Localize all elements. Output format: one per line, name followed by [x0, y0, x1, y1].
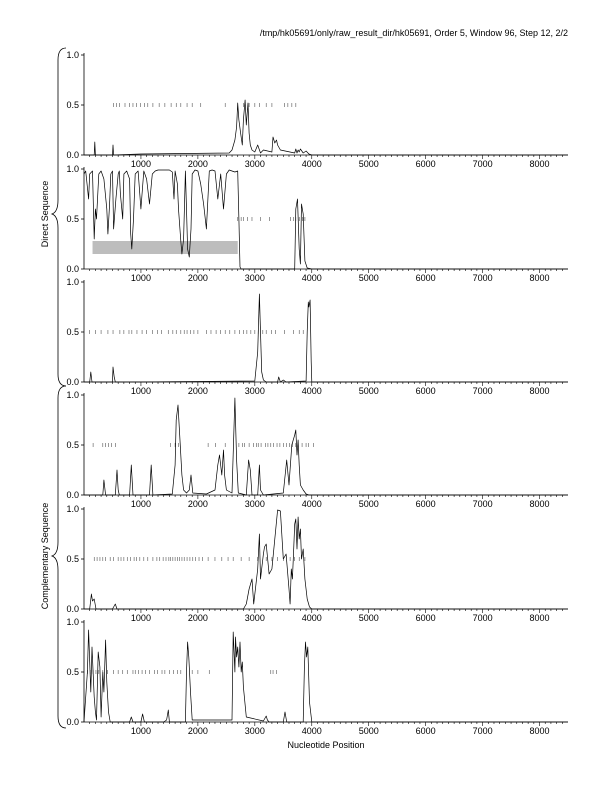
panel-3 — [66, 277, 568, 396]
x-tick-label: 4000 — [301, 499, 322, 509]
y-tick-label: 0.5 — [66, 214, 79, 224]
y-tick-label: 0.0 — [66, 264, 79, 274]
y-tick-label: 1.0 — [66, 390, 79, 400]
y-tick-label: 1.0 — [66, 50, 79, 60]
x-tick-label: 1000 — [130, 273, 151, 283]
direct-sequence-brace — [52, 48, 66, 386]
x-tick-label: 8000 — [529, 726, 550, 736]
x-tick-label: 1000 — [130, 499, 151, 509]
x-axis-title: Nucleotide Position — [287, 740, 365, 750]
y-tick-label: 1.0 — [66, 504, 79, 514]
x-tick-label: 2000 — [187, 613, 208, 623]
panel-5 — [66, 504, 568, 623]
x-tick-label: 3000 — [244, 613, 265, 623]
x-tick-label: 7000 — [472, 273, 493, 283]
x-tick-label: 4000 — [301, 273, 322, 283]
series-line-1 — [84, 630, 568, 722]
y-tick-label: 1.0 — [66, 164, 79, 174]
x-tick-label: 6000 — [415, 726, 436, 736]
x-tick-label: 3000 — [244, 273, 265, 283]
x-tick-label: 6000 — [415, 499, 436, 509]
group-braces — [40, 48, 66, 728]
x-tick-label: 8000 — [529, 159, 550, 169]
x-tick-label: 7000 — [472, 159, 493, 169]
x-tick-label: 7000 — [472, 726, 493, 736]
x-tick-label: 2000 — [187, 273, 208, 283]
x-tick-label: 8000 — [529, 273, 550, 283]
y-tick-label: 0.5 — [66, 440, 79, 450]
panel-1 — [66, 50, 568, 169]
y-tick-label: 0.0 — [66, 377, 79, 387]
series-line-1 — [84, 294, 568, 382]
x-tick-label: 1000 — [130, 726, 151, 736]
x-tick-label: 3000 — [244, 159, 265, 169]
y-tick-label: 0.0 — [66, 604, 79, 614]
x-tick-label: 8000 — [529, 499, 550, 509]
complementary-sequence-label: Complementary Sequence — [40, 502, 50, 610]
x-tick-label: 6000 — [415, 159, 436, 169]
x-tick-label: 7000 — [472, 386, 493, 396]
x-tick-label: 5000 — [358, 726, 379, 736]
x-tick-label: 1000 — [130, 386, 151, 396]
x-tick-label: 7000 — [472, 499, 493, 509]
panels — [66, 50, 568, 736]
x-tick-label: 4000 — [301, 726, 322, 736]
x-tick-label: 6000 — [415, 386, 436, 396]
y-tick-label: 1.0 — [66, 617, 79, 627]
y-tick-label: 0.5 — [66, 327, 79, 337]
x-tick-label: 5000 — [358, 386, 379, 396]
shaded-region-1 — [93, 241, 238, 254]
direct-sequence-label: Direct Sequence — [40, 180, 50, 248]
y-tick-label: 0.0 — [66, 717, 79, 727]
x-tick-label: 3000 — [244, 726, 265, 736]
x-tick-label: 8000 — [529, 613, 550, 623]
y-tick-label: 0.5 — [66, 667, 79, 677]
x-tick-label: 3000 — [244, 499, 265, 509]
y-tick-label: 0.0 — [66, 490, 79, 500]
complementary-sequence-brace — [52, 386, 66, 728]
x-tick-label: 4000 — [301, 613, 322, 623]
panel-6 — [66, 617, 568, 736]
x-tick-label: 6000 — [415, 613, 436, 623]
x-tick-label: 2000 — [187, 386, 208, 396]
series-line-1 — [84, 170, 568, 269]
y-tick-label: 0.0 — [66, 150, 79, 160]
y-tick-label: 0.5 — [66, 554, 79, 564]
x-tick-label: 4000 — [301, 159, 322, 169]
x-tick-label: 5000 — [358, 613, 379, 623]
x-tick-label: 1000 — [130, 613, 151, 623]
x-tick-label: 8000 — [529, 386, 550, 396]
x-tick-label: 2000 — [187, 499, 208, 509]
x-tick-label: 5000 — [358, 273, 379, 283]
x-tick-label: 4000 — [301, 386, 322, 396]
series-line-1 — [84, 100, 568, 155]
panel-2 — [66, 164, 568, 283]
file-path-header: /tmp/hk05691/only/raw_result_dir/hk05691, Order 5, Window 96, Step 12, 2/2 — [259, 28, 568, 38]
y-tick-label: 0.5 — [66, 100, 79, 110]
x-tick-label: 2000 — [187, 159, 208, 169]
x-tick-label: 6000 — [415, 273, 436, 283]
x-tick-label: 3000 — [244, 386, 265, 396]
x-tick-label: 5000 — [358, 499, 379, 509]
panel-4 — [66, 390, 568, 509]
x-tick-label: 7000 — [472, 613, 493, 623]
y-tick-label: 1.0 — [66, 277, 79, 287]
series-line-1 — [84, 398, 568, 495]
x-tick-label: 5000 — [358, 159, 379, 169]
x-tick-label: 2000 — [187, 726, 208, 736]
x-tick-label: 1000 — [130, 159, 151, 169]
